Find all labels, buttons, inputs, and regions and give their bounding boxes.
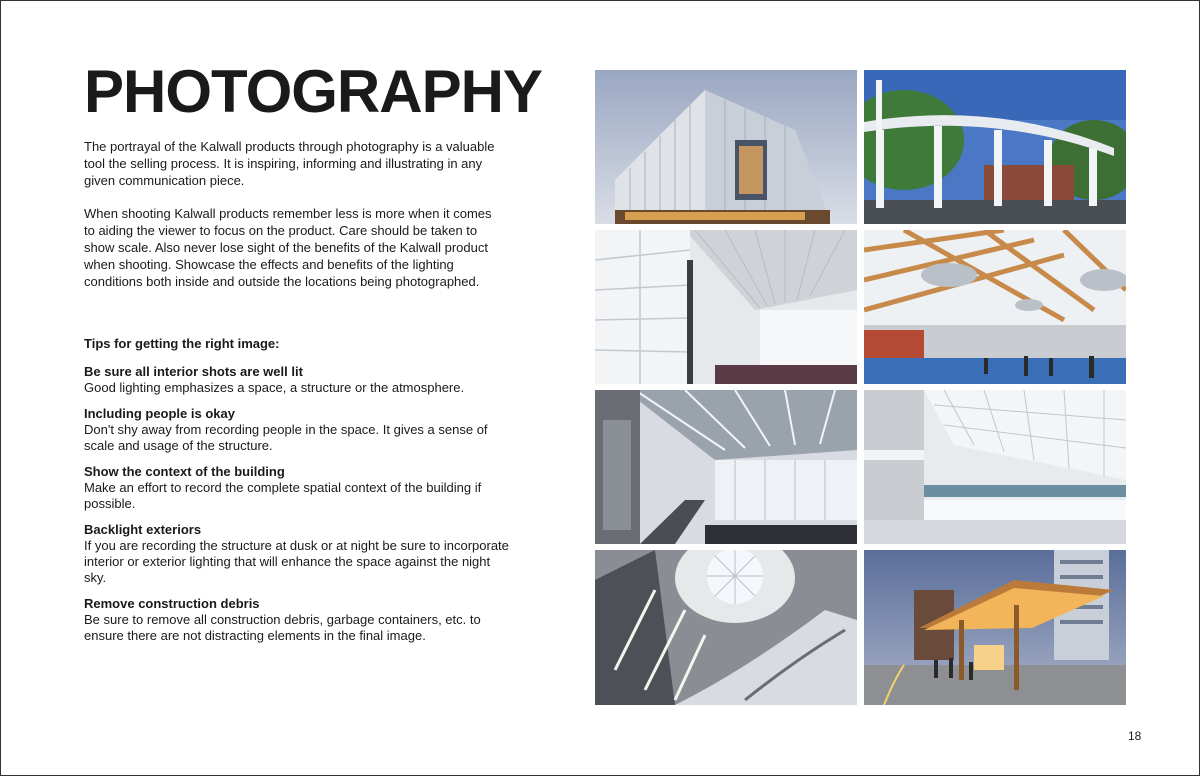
photo-building-exterior-dusk [595, 70, 857, 224]
intro-text [84, 138, 504, 306]
photo-round-skylight [595, 550, 857, 705]
tip-title: Backlight exteriors [84, 522, 202, 537]
sports-hall-illustration [864, 230, 1126, 384]
tip-body: Don't shy away from recording people in the space. It gives a sense of scale and usage of the structure. [84, 422, 488, 453]
corridor-illustration [595, 230, 857, 384]
photo-atrium-stairs [595, 390, 857, 544]
photo-sports-hall [864, 230, 1126, 384]
tip-body: Good lighting emphasizes a space, a structure or the atmosphere. [84, 380, 465, 395]
tip-item [84, 464, 514, 512]
tips-heading: Tips for getting the right image: [84, 336, 280, 351]
tip-body: Be sure to remove all construction debris, garbage containers, etc. to ensure there are not distracting elements in the final image. [84, 612, 481, 643]
mall-illustration [864, 390, 1126, 544]
photo-canopy-dusk [864, 550, 1126, 705]
tip-item [84, 522, 514, 586]
building-exterior-illustration [595, 70, 857, 224]
tip-item [84, 364, 514, 396]
intro-paragraph-1: The portrayal of the Kalwall products through photography is a valuable tool the selling process. It is inspiring, informing and illustrating in any given communication piece. [84, 139, 495, 188]
tip-item [84, 596, 514, 644]
tips-section [84, 336, 514, 654]
skylight-illustration [595, 550, 857, 705]
atrium-illustration [595, 390, 857, 544]
photo-gallery [595, 70, 1126, 705]
photo-mall-skylight [864, 390, 1126, 544]
tip-title: Show the context of the building [84, 464, 285, 479]
tip-item [84, 406, 514, 454]
page-title: PHOTOGRAPHY [84, 58, 542, 125]
photo-canopy-blue-sky [864, 70, 1126, 224]
photo-interior-corridor [595, 230, 857, 384]
tip-body: If you are recording the structure at dusk or at night be sure to incorporate interior or exterior lighting that will enhance the space against the night sky. [84, 538, 509, 585]
canopy-illustration [864, 70, 1126, 224]
tip-title: Be sure all interior shots are well lit [84, 364, 303, 379]
tip-title: Including people is okay [84, 406, 235, 421]
tip-title: Remove construction debris [84, 596, 260, 611]
intro-paragraph-2: When shooting Kalwall products remember less is more when it comes to aiding the viewer to focus on the product. Care should be taken to show scale. Also never lose sight of the benefits of the Kalwall product when shooting. Showcase the effects and benefits of the lighting conditions both inside and outside the locations being photographed. [84, 206, 492, 289]
tip-body: Make an effort to record the complete spatial context of the building if possible. [84, 480, 482, 511]
page-number: 18 [1128, 729, 1142, 743]
canopy-dusk-illustration [864, 550, 1126, 705]
